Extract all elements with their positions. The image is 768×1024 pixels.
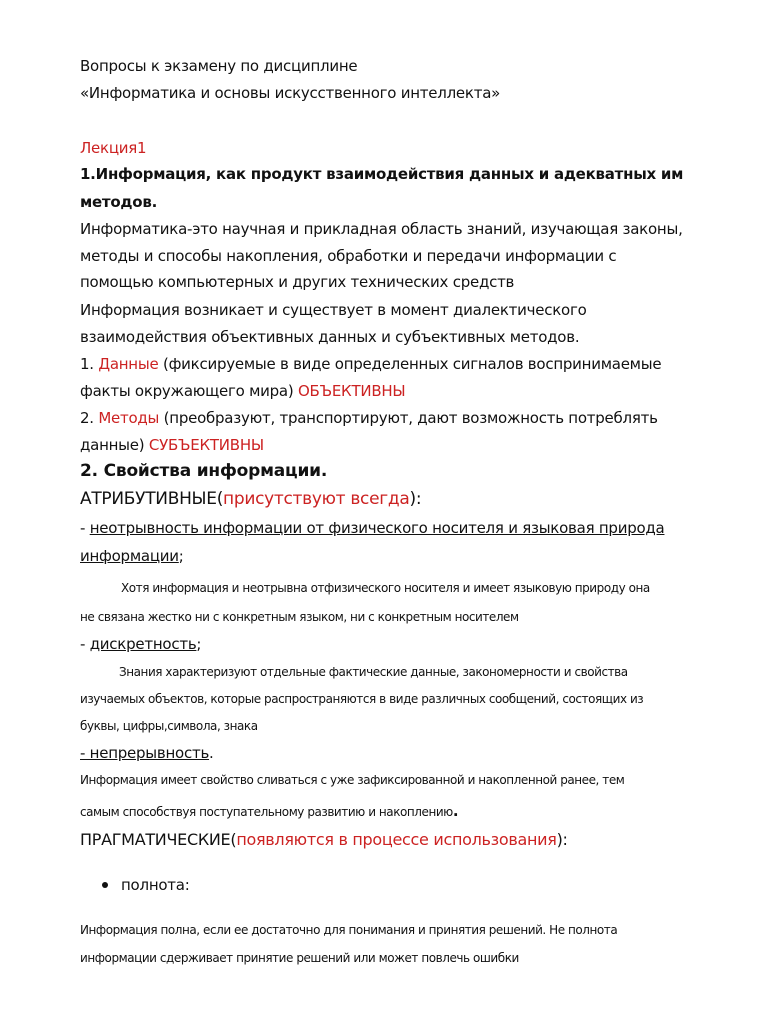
- item2-line2-text: данные): [80, 436, 149, 454]
- item2-line-2: [80, 436, 264, 454]
- prop3-desc-1: Информация имеет свойство сливаться с уже зафиксированной и накопленной ранее, тем: [80, 773, 625, 787]
- prop1-end: ;: [178, 547, 184, 565]
- prop3-desc-2: [80, 802, 458, 820]
- attributive-heading: [80, 489, 421, 509]
- prop2-desc-1: Знания характеризуют отдельные фактические данные, закономерности и свойства: [119, 665, 628, 679]
- para1-line-3: помощью компьютерных и других технических средств: [80, 273, 515, 291]
- para1-line-1: Информатика-это научная и прикладная область знаний, изучающая законы,: [80, 220, 683, 238]
- prop3-desc-2-text: самым способствуя поступательному развитию и накоплению: [80, 805, 453, 819]
- item2-prefix: 2.: [80, 409, 99, 427]
- prop1-label-2: информации: [80, 547, 179, 565]
- item1-text: (фиксируемые в виде определенных сигналов воспринимаемые: [158, 355, 662, 373]
- item1-term: Данные: [98, 355, 159, 373]
- pragmatic-heading: [80, 830, 568, 849]
- item2-line-1: [80, 409, 658, 427]
- header-line-1: Вопросы к экзамену по дисциплине: [80, 57, 358, 75]
- prop2-dash: -: [80, 635, 90, 653]
- section1-heading-line-2: методов.: [80, 193, 158, 211]
- item2-text: (преобразуют, транспортируют, дают возможность потреблять: [159, 409, 658, 427]
- para2-line-2: взаимодействия объективных данных и субъективных методов.: [80, 328, 580, 346]
- pragmatic-close: ):: [556, 830, 568, 849]
- pragmatic-title: ПРАГМАТИЧЕСКИЕ(: [80, 830, 237, 849]
- prop2-line: [80, 635, 201, 653]
- item1-tag: ОБЪЕКТИВНЫ: [297, 382, 406, 400]
- prop1-dash: -: [80, 519, 90, 537]
- header-line-2: «Информатика и основы искусственного интеллекта»: [80, 84, 501, 102]
- prop1-line-1: [80, 519, 664, 537]
- section2-heading: 2. Свойства информации.: [80, 461, 328, 481]
- prop3-desc-2-end: .: [452, 802, 459, 820]
- item1-line-1: [80, 355, 661, 373]
- para2-line-1: Информация возникает и существует в момент диалектического: [80, 301, 587, 319]
- prop1-desc-2: не связана жестко ни с конкретным языком, ни с конкретным носителем: [80, 610, 519, 624]
- completeness-desc-2: информации сдерживает принятие решений или может повлечь ошибки: [80, 951, 519, 965]
- item2-term: Методы: [98, 409, 160, 427]
- lecture-label: Лекция1: [80, 139, 147, 157]
- para1-line-2: методы и способы накопления, обработки и передачи информации с: [80, 247, 617, 265]
- item1-line2-text: факты окружающего мира): [80, 382, 298, 400]
- pragmatic-note: появляются в процессе использования: [236, 830, 557, 849]
- item2-tag: СУБЪЕКТИВНЫ: [148, 436, 264, 454]
- attributive-note: присутствуют всегда: [223, 489, 410, 509]
- prop2-desc-3: буквы, цифры,символа, знака: [80, 719, 258, 733]
- item1-prefix: 1.: [80, 355, 99, 373]
- prop1-label-1: неотрывность информации от физического носителя и языковая природа: [89, 519, 665, 537]
- prop3-label: - непрерывность: [80, 744, 210, 762]
- completeness-desc-1: Информация полна, если ее достаточно для понимания и принятия решений. Не полнота: [80, 923, 618, 937]
- prop2-end: ;: [196, 635, 202, 653]
- prop2-label: дискретность: [89, 635, 197, 653]
- section1-heading-line-1: 1.Информация, как продукт взаимодействия данных и адекватных им: [80, 165, 684, 183]
- item1-line-2: [80, 382, 405, 400]
- attributive-close: ):: [409, 489, 422, 509]
- bullet-completeness: полнота:: [121, 876, 190, 894]
- prop1-desc-1: Хотя информация и неотрывна отфизического носителя и имеет языковую природу она: [121, 581, 650, 595]
- prop1-line-2: [80, 547, 184, 565]
- attributive-title: АТРИБУТИВНЫЕ(: [80, 489, 224, 509]
- prop2-desc-2: изучаемых объектов, которые распространяются в виде различных сообщений, состоящих из: [80, 692, 644, 706]
- prop3-end: .: [209, 744, 214, 762]
- bullet-dot-icon: [102, 882, 108, 888]
- prop3-line: [80, 744, 214, 762]
